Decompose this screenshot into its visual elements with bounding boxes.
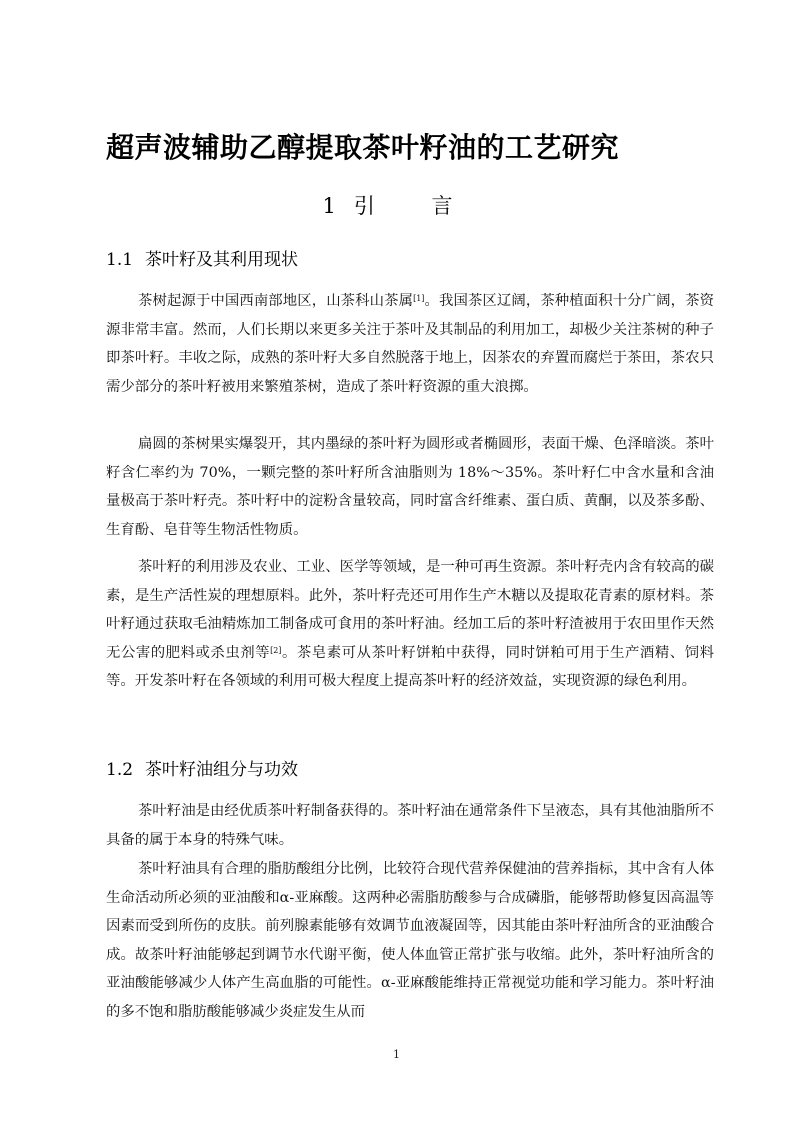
citation: [1] [413, 294, 425, 303]
paragraph [106, 430, 714, 544]
paragraph [106, 797, 714, 854]
paper-title: 超声波辅助乙醇提取茶叶籽油的工艺研究 [106, 131, 620, 164]
paragraph-text: 茶树起源于中国西南部地区，山茶科山茶属 [138, 293, 414, 309]
chapter-heading [0, 190, 793, 220]
paragraph [106, 287, 714, 401]
citation: [2] [270, 645, 282, 655]
section-title: 茶叶籽及其利用现状 [145, 250, 299, 270]
paragraph [106, 855, 714, 1027]
paragraph-text: 扁圆的茶树果实爆裂开，其内墨绿的茶叶籽为圆形或者椭圆形，表面干燥、色泽暗淡。茶叶籽含仁率约为 70%，一颗完整的茶叶籽所含油脂则为 18%～35%。茶叶籽仁中含水量和含油量极高于茶叶籽壳。茶叶籽中的淀粉含量较高，同时富含纤维素、蛋白质、黄酮，以及茶多酚、生育酚、皂苷等生物活性物质。 [106, 436, 714, 538]
section-number: 1.1 [106, 250, 134, 270]
section-heading-1-2 [106, 755, 298, 780]
section-heading-1-1 [106, 245, 298, 270]
section-title: 茶叶籽油组分与功效 [145, 760, 299, 780]
chapter-number: 1 [322, 194, 336, 218]
section-number: 1.2 [106, 760, 134, 780]
paragraph-text: 茶叶籽的利用涉及农业、工业、医学等领域，是一种可再生资源。茶叶籽壳内含有较高的碳素，是生产活性炭的理想原料。此外，茶叶籽壳还可用作生产木糖以及提取花青素的原材料。茶叶籽通过获取毛油精炼加工制备成可食用的茶叶籽油。经加工后的茶叶籽渣被用于农田里作天然无公害的肥料或杀虫剂等 [106, 559, 714, 661]
paragraph-text: 。我国茶区辽阔，茶种植面积十分广阔，茶资源非常丰富。然而，人们长期以来更多关注于茶叶及其制品的利用加工，却极少关注茶树的种子即茶叶籽。丰收之际，成熟的茶叶籽大多自然脱落于地上，因茶农的弃置而腐烂于茶田，茶农只需少部分的茶叶籽被用来繁殖茶树，造成了茶叶籽资源的重大浪掷。 [106, 293, 714, 395]
chapter-title: 引 言 [353, 194, 471, 218]
paragraph-text: 茶叶籽油具有合理的脂肪酸组分比例，比较符合现代营养保健油的营养指标，其中含有人体生命活动所必须的亚油酸和α-亚麻酸。这两种必需脂肪酸参与合成磷脂，能够帮助修复因高温等因素而受到所伤的皮肤。前列腺素能够有效调节血液凝固等，因其能由茶叶籽油所含的亚油酸合成。故茶叶籽油能够起到调节水代谢平衡，使人体血管正常扩张与收缩。此外，茶叶籽油所含的亚油酸能够减少人体产生高血脂的可能性。α-亚麻酸能维持正常视觉功能和学习能力。茶叶籽油的多不饱和脂肪酸能够减少炎症发生从而 [106, 861, 714, 1020]
paragraph-text: 。茶皂素可从茶叶籽饼粕中获得，同时饼粕可用于生产酒精、饲料等。开发茶叶籽在各领域的利用可极大程度上提高茶叶籽的经济效益，实现资源的绿色利用。 [106, 644, 714, 690]
paragraph [106, 553, 714, 696]
page-number: 1 [393, 1048, 400, 1061]
paragraph-text: 茶叶籽油是由经优质茶叶籽制备获得的。茶叶籽油在通常条件下呈液态，具有其他油脂所不具备的属于本身的特殊气味。 [106, 803, 714, 848]
